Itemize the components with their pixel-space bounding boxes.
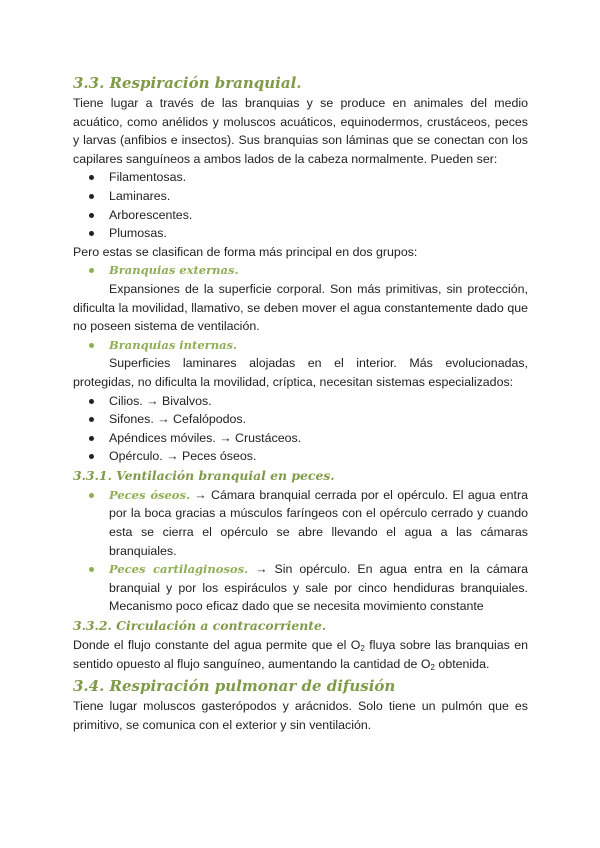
bullet-icon [89, 436, 94, 441]
internal-gills-title: Branquias internas. [109, 337, 237, 352]
section-3-3-heading: 3.3. Respiración branquial. [73, 74, 302, 92]
bullet-icon [89, 268, 94, 273]
page-content [73, 70, 528, 734]
list-item: Plumosas. [73, 224, 528, 243]
section-3-3-2-heading: 3.3.2. Circulación a contracorriente. [73, 618, 327, 634]
external-gills-title: Branquias externas. [109, 263, 239, 278]
list-item: Filamentosas. [73, 168, 528, 187]
section-3-4-text: Tiene lugar moluscos gasterópodos y arácnidos. Solo tiene un pulmón que es primitivo, se comunica con el exterior y sin ventilación. [73, 699, 528, 732]
groups-intro: Pero estas se clasifican de forma más principal en dos grupos: [73, 244, 418, 259]
external-gills-heading [73, 261, 528, 280]
list-item: Sifones. → Cefalópodos. [73, 410, 528, 429]
bullet-icon [89, 175, 94, 180]
section-3-3-1-heading: 3.3.1. Ventilación branquial en peces. [73, 467, 335, 483]
list-item: Apéndices móviles. → Crustáceos. [73, 429, 528, 448]
internal-gills-text: Superficies laminares alojadas en el interior. Más evolucionadas, protegidas, no dificulta la movilidad, críptica, necesitan sistemas especializados: [73, 356, 528, 389]
bullet-icon [89, 567, 94, 572]
bullet-icon [89, 194, 94, 199]
ventilation-systems-list [73, 392, 528, 466]
list-item: Opérculo. → Peces óseos. [73, 447, 528, 466]
subscript: 2 [430, 662, 435, 672]
bullet-icon [89, 213, 94, 218]
list-item: Laminares. [73, 187, 528, 206]
external-gills-text: Expansiones de la superficie corporal. Son más primitivas, sin protección, dificulta la movilidad, llamativo, se deben mover el agua constantemente dado que no poseen sistema de ventilación. [73, 281, 528, 334]
list-item: Cilios. → Bivalvos. [73, 392, 528, 411]
section-3-3-intro: Tiene lugar a través de las branquias y se produce en animales del medio acuático, como anélidos y moluscos acuáticos, equinodermos, crustáceos, peces y larvas (anfibios e insectos). Sus branquias son láminas que se conectan con los capilares sanguíneos a ambos lados de la cabeza normalmente. Pueden ser: [73, 96, 528, 166]
countercurrent-text: Donde el flujo constante del agua permite que el $O_2$ fluya sobre las branquias en sentido opuesto al flujo sanguíneo, aumentando la cantidad de $O_2$ obtenida. [73, 638, 528, 672]
gill-types-list [73, 168, 528, 242]
bullet-icon [89, 454, 94, 459]
bony-fish-text: → Cámara branquial cerrada por el opérculo. El agua entra por la boca gracias a músculos faríngeos con el opérculo cerrado y cuando esta se cierra el opérculo se abre llevando el agua a las cámaras branquiales. [109, 487, 528, 558]
section-3-4-heading: 3.4. Respiración pulmonar de difusión [73, 677, 396, 696]
bony-fish-title: Peces óseos. [109, 487, 190, 502]
cartilaginous-fish-title: Peces cartilaginosos. [109, 562, 249, 577]
bullet-icon [89, 399, 94, 404]
list-item: Arborescentes. [73, 206, 528, 225]
bullet-icon [89, 343, 94, 348]
bullet-icon [89, 417, 94, 422]
list-item [73, 560, 528, 616]
bullet-icon [89, 493, 94, 498]
list-item [73, 486, 528, 560]
bullet-icon [89, 231, 94, 236]
internal-gills-heading [73, 336, 528, 355]
subscript: 2 [360, 644, 365, 654]
cartilaginous-fish-text: → Sin opérculo. En agua entra en la cámara branquial y por los espiráculos y sale por cinco hendiduras branquiales. Mecanismo poco eficaz dado que se necesita movimiento constante [109, 562, 529, 614]
